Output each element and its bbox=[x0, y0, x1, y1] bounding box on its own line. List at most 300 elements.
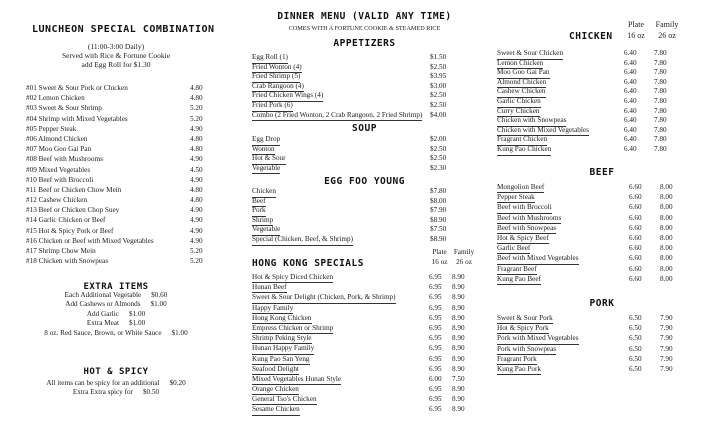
item-price: 4.80 bbox=[190, 196, 203, 205]
menu-item-row bbox=[497, 192, 707, 202]
menu-item-row bbox=[22, 329, 210, 338]
item-price: 5.20 bbox=[190, 257, 203, 266]
item-name: #04 Shrimp with Mixed Vegetables bbox=[26, 114, 128, 123]
menu-item-row bbox=[252, 197, 477, 207]
item-price: 4.90 bbox=[190, 155, 203, 164]
item-name: Kung Pao San Yeng bbox=[252, 354, 310, 365]
item-price: 4.90 bbox=[190, 216, 203, 225]
item-name: #01 Sweet & Sour Pork or Chicken bbox=[26, 84, 128, 92]
chicken-family-size: 26 oz bbox=[658, 31, 676, 40]
chicken-title: CHICKEN bbox=[569, 31, 613, 42]
item-name: Hot & Spicy Pork bbox=[497, 323, 549, 334]
item-name: #15 Hot & Spicy Pork or Beef bbox=[26, 226, 114, 235]
menu-item-row bbox=[497, 354, 707, 364]
item-name: #17 Shrimp Chow Mein bbox=[26, 247, 96, 255]
item-name: General Tso's Chicken bbox=[252, 394, 317, 405]
item-name: Beef bbox=[252, 197, 266, 208]
item-name: Sweet & Sour Pork bbox=[497, 313, 553, 324]
menu-item-row bbox=[252, 145, 477, 155]
egg-foo-young-title: EGG FOO YOUNG bbox=[324, 176, 405, 187]
item-name: Beef with Snowpeas bbox=[497, 223, 556, 234]
item-family-price: 8.90 bbox=[452, 385, 465, 394]
item-price: $8.00 bbox=[430, 196, 447, 205]
item-name: Cashew Chicken bbox=[497, 87, 546, 98]
menu-item-row bbox=[497, 97, 707, 107]
item-plate-price: 6.40 bbox=[624, 116, 637, 125]
item-name: Shrimp Peking Style bbox=[252, 333, 312, 344]
item-price: $8.90 bbox=[430, 234, 447, 243]
item-plate-price: 6.95 bbox=[429, 364, 442, 373]
item-name: Shrimp bbox=[252, 216, 273, 227]
menu-item-row bbox=[497, 87, 707, 97]
item-family-price: 7.80 bbox=[654, 87, 667, 96]
menu-item-row bbox=[252, 313, 477, 323]
menu-item-row bbox=[252, 101, 477, 111]
item-family-price: 8.90 bbox=[452, 395, 465, 404]
item-name: Fried Pork (6) bbox=[252, 101, 293, 112]
item-price: 4.50 bbox=[190, 165, 203, 174]
item-price: $3.95 bbox=[430, 72, 447, 81]
item-price: 4.80 bbox=[190, 134, 203, 143]
menu-item-row bbox=[497, 364, 707, 374]
item-plate-price: 6.60 bbox=[629, 274, 642, 283]
luncheon-title: LUNCHEON SPECIAL COMBINATION bbox=[32, 24, 215, 35]
item-name: #14 Garlic Chicken or Beef bbox=[26, 216, 106, 225]
hot-spicy-title: HOT & SPICY bbox=[83, 367, 149, 377]
item-family-price: 8.90 bbox=[452, 344, 465, 353]
item-price: $7.80 bbox=[430, 187, 447, 195]
item-plate-price: 6.40 bbox=[624, 125, 637, 134]
item-name: Fried Chicken Wings (4) bbox=[252, 91, 323, 102]
item-name: Wonton bbox=[252, 145, 275, 156]
item-name: Vegetable bbox=[252, 164, 280, 175]
item-name: Add Garlic bbox=[86, 309, 119, 318]
item-name: Fragrant Beef bbox=[497, 264, 537, 275]
item-name: All items can be spicy for an additional bbox=[46, 379, 160, 387]
item-name: #13 Beef or Chicken Chop Suey bbox=[26, 206, 120, 215]
item-price: $1.00 bbox=[171, 328, 188, 337]
item-name: Hunan Beef bbox=[252, 282, 287, 293]
item-price: $2.50 bbox=[430, 91, 447, 100]
item-family-price: 8.90 bbox=[452, 273, 465, 281]
item-name: #03 Sweet & Sour Shrimp bbox=[26, 104, 102, 113]
item-plate-price: 6.00 bbox=[429, 374, 442, 383]
item-family-price: 8.90 bbox=[452, 283, 465, 292]
item-plate-price: 6.95 bbox=[429, 273, 442, 281]
item-name: Moo Goo Gai Pan bbox=[497, 68, 550, 79]
item-family-price: 7.80 bbox=[654, 135, 667, 144]
menu-item-row bbox=[26, 134, 206, 144]
menu-item-row bbox=[497, 107, 707, 117]
item-family-price: 7.80 bbox=[654, 144, 667, 153]
hk-family-size: 26 oz bbox=[456, 258, 472, 266]
item-name: Extra Extra spicy for bbox=[72, 388, 133, 397]
item-family-price: 7.80 bbox=[654, 106, 667, 115]
item-name: Pork bbox=[252, 206, 266, 217]
item-plate-price: 6.50 bbox=[629, 354, 642, 363]
menu-item-row bbox=[497, 116, 707, 126]
item-family-price: 8.90 bbox=[452, 354, 465, 363]
item-family-price: 8.00 bbox=[660, 244, 673, 253]
item-name: Hot & Sour bbox=[252, 154, 286, 165]
menu-item-row bbox=[252, 343, 477, 353]
hong-kong-title: HONG KONG SPECIALS bbox=[252, 258, 364, 269]
beef-title: BEEF bbox=[589, 167, 615, 178]
item-plate-price: 6.60 bbox=[629, 213, 642, 222]
item-plate-price: 6.50 bbox=[629, 364, 642, 373]
menu-item-row bbox=[252, 323, 477, 333]
menu-item-row bbox=[26, 93, 206, 103]
item-family-price: 8.00 bbox=[660, 223, 673, 232]
item-price: 5.20 bbox=[190, 104, 203, 113]
menu-item-row bbox=[497, 323, 707, 333]
item-name: Kung Pao Beef bbox=[497, 274, 541, 285]
menu-item-row bbox=[252, 154, 477, 164]
item-name: #10 Beef with Broccoli bbox=[26, 175, 94, 184]
menu-item-row bbox=[22, 291, 210, 300]
item-name: Mongolion Beef bbox=[497, 182, 544, 193]
item-plate-price: 6.40 bbox=[624, 49, 637, 57]
item-family-price: 8.00 bbox=[660, 213, 673, 222]
item-family-price: 8.90 bbox=[452, 313, 465, 322]
menu-item-row bbox=[252, 135, 477, 145]
item-name: Garlic Beef bbox=[497, 243, 530, 254]
item-name: #08 Beef with Mushrooms bbox=[26, 155, 103, 164]
item-plate-price: 6.95 bbox=[429, 344, 442, 353]
item-price: $1.00 bbox=[150, 300, 167, 309]
item-name: Beef with Broccoli bbox=[497, 202, 552, 213]
menu-item-row bbox=[497, 78, 707, 88]
item-name: Extra Meat bbox=[86, 319, 119, 328]
item-price: $1.00 bbox=[128, 319, 146, 328]
item-family-price: 8.00 bbox=[660, 264, 673, 273]
item-name: Mixed Vegetables Hunan Style bbox=[252, 374, 341, 385]
menu-item-row bbox=[252, 206, 477, 216]
menu-item-row bbox=[252, 91, 477, 101]
menu-item-row bbox=[26, 236, 206, 246]
item-family-price: 8.90 bbox=[452, 303, 465, 312]
menu-item-row bbox=[497, 202, 707, 212]
item-family-price: 7.80 bbox=[654, 68, 667, 77]
item-family-price: 8.00 bbox=[660, 183, 673, 191]
item-name: Beef with Mushrooms bbox=[497, 213, 561, 224]
dinner-subtitle: COMES WITH A FORTUNE COOKIE & STEAMED RICE bbox=[288, 25, 441, 32]
soup-title: SOUP bbox=[352, 123, 377, 134]
menu-item-row bbox=[252, 292, 477, 302]
menu-item-row bbox=[497, 145, 707, 155]
menu-item-row bbox=[252, 82, 477, 92]
item-family-price: 7.90 bbox=[660, 354, 673, 363]
menu-item-row bbox=[497, 264, 707, 274]
item-family-price: 7.80 bbox=[654, 77, 667, 86]
item-name: Pepper Steak bbox=[497, 192, 535, 203]
item-price: 4.90 bbox=[190, 124, 203, 133]
item-name: Sweet & Sour Delight (Chicken, Pork, & Shrimp) bbox=[252, 292, 396, 303]
item-plate-price: 6.60 bbox=[629, 244, 642, 253]
menu-item-row bbox=[252, 216, 477, 226]
item-plate-price: 6.60 bbox=[629, 183, 642, 191]
menu-item-row bbox=[497, 253, 707, 263]
item-price: $2.50 bbox=[430, 154, 447, 163]
item-name: #02 Lemon Chicken bbox=[26, 94, 85, 103]
chicken-plate-header: Plate bbox=[628, 20, 644, 29]
item-name: #09 Mixed Vegetables bbox=[26, 165, 91, 174]
menu-item-row bbox=[22, 379, 210, 388]
item-price: 5.20 bbox=[190, 114, 203, 123]
item-plate-price: 6.95 bbox=[429, 334, 442, 343]
appetizers-title: APPETIZERS bbox=[333, 38, 396, 49]
menu-item-row bbox=[252, 394, 477, 404]
menu-item-row bbox=[26, 215, 206, 225]
menu-item-row bbox=[252, 187, 477, 197]
menu-item-row bbox=[497, 59, 707, 69]
item-price: $2.00 bbox=[430, 135, 447, 143]
item-family-price: 7.80 bbox=[654, 49, 667, 57]
menu-item-row bbox=[26, 226, 206, 236]
item-plate-price: 6.50 bbox=[629, 314, 642, 322]
item-plate-price: 6.60 bbox=[629, 264, 642, 273]
item-name: #11 Beef or Chicken Chow Mein bbox=[26, 185, 122, 194]
menu-item-row bbox=[26, 246, 206, 256]
item-plate-price: 6.60 bbox=[629, 223, 642, 232]
item-family-price: 7.90 bbox=[660, 314, 673, 322]
menu-item-row bbox=[252, 111, 477, 121]
item-family-price: 7.80 bbox=[654, 58, 667, 67]
hk-plate-size: 16 oz bbox=[431, 258, 448, 266]
luncheon-hours: (11:00-3:00 Daily) bbox=[87, 42, 145, 51]
item-name: Egg Roll (1) bbox=[252, 53, 288, 64]
item-name: Beef with Mixed Vegetables bbox=[497, 253, 579, 264]
menu-item-row bbox=[252, 354, 477, 364]
menu-item-row bbox=[26, 114, 206, 124]
item-plate-price: 6.40 bbox=[624, 68, 637, 77]
menu-item-row bbox=[252, 333, 477, 343]
item-plate-price: 6.95 bbox=[429, 395, 442, 404]
item-price: 4.80 bbox=[190, 84, 203, 92]
item-price: $0.60 bbox=[151, 291, 168, 299]
item-plate-price: 6.40 bbox=[624, 144, 637, 153]
item-family-price: 8.90 bbox=[452, 293, 465, 302]
item-name: Happy Family bbox=[252, 303, 293, 314]
item-plate-price: 6.40 bbox=[624, 106, 637, 115]
item-name: Hunan Happy Family bbox=[252, 343, 314, 354]
item-price: $4.00 bbox=[430, 110, 447, 119]
item-name: #18 Chicken with Snowpeas bbox=[26, 257, 109, 266]
item-family-price: 7.80 bbox=[654, 125, 667, 134]
item-name: Fried Shrimp (5) bbox=[252, 72, 300, 83]
item-plate-price: 6.95 bbox=[429, 385, 442, 394]
item-price: $1.00 bbox=[128, 309, 146, 318]
menu-item-row bbox=[252, 72, 477, 82]
pork-list bbox=[497, 313, 707, 374]
item-family-price: 7.90 bbox=[660, 364, 673, 373]
item-name: Kung Pao Chicken bbox=[497, 145, 551, 156]
menu-item-row bbox=[252, 364, 477, 374]
item-price: $2.30 bbox=[430, 163, 447, 172]
item-name: Fried Wonton (4) bbox=[252, 63, 302, 74]
item-name: Chicken with Snowpeas bbox=[497, 116, 566, 127]
menu-item-row bbox=[26, 154, 206, 164]
menu-item-row bbox=[497, 135, 707, 145]
item-name: Special (Chicken, Beef, & Shrimp) bbox=[252, 235, 353, 246]
item-name: Almond Chicken bbox=[497, 78, 546, 89]
hot-spicy-list bbox=[22, 379, 210, 398]
egg-foo-young-list bbox=[252, 187, 477, 245]
item-family-price: 8.90 bbox=[452, 405, 465, 414]
menu-item-row bbox=[252, 164, 477, 174]
item-name: Sesame Chicken bbox=[252, 404, 300, 415]
luncheon-info bbox=[22, 42, 210, 69]
item-plate-price: 6.50 bbox=[629, 344, 642, 353]
item-plate-price: 6.95 bbox=[429, 405, 442, 414]
extra-items-list bbox=[22, 291, 210, 338]
soup-list bbox=[252, 135, 477, 173]
menu-item-row bbox=[26, 185, 206, 195]
beef-list bbox=[497, 182, 707, 284]
item-family-price: 8.00 bbox=[660, 203, 673, 212]
item-price: $7.50 bbox=[430, 225, 447, 234]
item-family-price: 8.00 bbox=[660, 193, 673, 202]
menu-item-row bbox=[22, 300, 210, 309]
item-family-price: 7.90 bbox=[660, 344, 673, 353]
item-name: Vegetable bbox=[252, 225, 280, 236]
luncheon-egg-roll: add Egg Roll for $1.30 bbox=[81, 60, 151, 69]
item-plate-price: 6.50 bbox=[629, 334, 642, 343]
item-name: #16 Chicken or Beef with Mixed Vegetables bbox=[26, 236, 154, 245]
hk-plate-header: Plate bbox=[432, 248, 447, 256]
item-price: $8.90 bbox=[430, 215, 447, 224]
item-name: Orange Chicken bbox=[252, 384, 299, 395]
item-plate-price: 6.95 bbox=[429, 293, 442, 302]
appetizers-list bbox=[252, 53, 477, 120]
item-plate-price: 6.60 bbox=[629, 233, 642, 242]
item-name: #07 Moo Goo Gai Pan bbox=[26, 145, 92, 154]
item-price: $2.50 bbox=[430, 100, 447, 109]
menu-item-row bbox=[252, 384, 477, 394]
item-name: Curry Chicken bbox=[497, 107, 540, 118]
item-name: Hot & Spicy Diced Chicken bbox=[252, 272, 333, 283]
item-plate-price: 6.60 bbox=[629, 203, 642, 212]
item-family-price: 8.90 bbox=[452, 334, 465, 343]
menu-item-row bbox=[252, 374, 477, 384]
item-name: Pork with Mixed Vegetables bbox=[497, 333, 579, 344]
item-name: Chicken bbox=[252, 187, 276, 198]
menu-item-row bbox=[252, 63, 477, 73]
menu-item-row bbox=[26, 144, 206, 154]
item-family-price: 7.80 bbox=[654, 96, 667, 105]
menu-item-row bbox=[22, 310, 210, 319]
menu-item-row bbox=[497, 223, 707, 233]
item-name: Garlic Chicken bbox=[497, 97, 541, 108]
menu-item-row bbox=[497, 333, 707, 343]
pork-title: PORK bbox=[589, 298, 615, 309]
item-price: 4.80 bbox=[190, 94, 203, 103]
item-name: 8 oz. Red Sauce, Brown, or White Sauce bbox=[44, 328, 162, 337]
item-price: 4.90 bbox=[190, 236, 203, 245]
menu-item-row bbox=[252, 235, 477, 245]
item-price: $7.90 bbox=[430, 206, 447, 215]
item-name: Fragrant Chicken bbox=[497, 135, 547, 146]
item-price: $1.50 bbox=[430, 53, 447, 61]
item-name: Sweet & Sour Chicken bbox=[497, 49, 563, 60]
hong-kong-list bbox=[252, 272, 477, 415]
menu-item-row bbox=[22, 388, 210, 397]
item-name: Hot & Spicy Beef bbox=[497, 233, 549, 244]
menu-item-row bbox=[497, 182, 707, 192]
item-name: #12 Cashew Chicken bbox=[26, 196, 88, 205]
menu-item-row bbox=[497, 313, 707, 323]
item-name: Empress Chicken or Shrimp bbox=[252, 323, 333, 334]
item-plate-price: 6.95 bbox=[429, 313, 442, 322]
item-family-price: 8.00 bbox=[660, 233, 673, 242]
item-name: Combo (2 Fried Wonton, 2 Crab Rangoon, 2 Fried Shrimp) bbox=[252, 111, 422, 122]
item-name: Each Additional Vegetable bbox=[64, 291, 142, 299]
item-price: $3.00 bbox=[430, 81, 447, 90]
item-plate-price: 6.95 bbox=[429, 323, 442, 332]
item-plate-price: 6.40 bbox=[624, 135, 637, 144]
menu-item-row bbox=[26, 103, 206, 113]
item-name: Hong Kong Chicken bbox=[252, 313, 312, 324]
item-family-price: 7.90 bbox=[660, 324, 673, 333]
item-price: 4.80 bbox=[190, 185, 203, 194]
item-name: Add Cashews or Almonds bbox=[65, 300, 141, 309]
item-plate-price: 6.40 bbox=[624, 87, 637, 96]
menu-item-row bbox=[26, 195, 206, 205]
item-price: $0.20 bbox=[169, 379, 186, 387]
menu-item-row bbox=[252, 282, 477, 292]
menu-item-row bbox=[497, 126, 707, 136]
item-name: Egg Drop bbox=[252, 135, 280, 146]
item-name: Pork with Snowpeas bbox=[497, 344, 556, 355]
hk-family-header: Family bbox=[453, 248, 475, 256]
item-price: $2.50 bbox=[430, 62, 447, 71]
chicken-family-header: Family bbox=[655, 20, 679, 29]
menu-item-row bbox=[252, 404, 477, 414]
menu-item-row bbox=[497, 274, 707, 284]
luncheon-list bbox=[26, 83, 206, 266]
item-name: Lemon Chicken bbox=[497, 59, 543, 70]
item-price: 4.90 bbox=[190, 206, 203, 215]
item-family-price: 8.00 bbox=[660, 254, 673, 263]
menu-item-row bbox=[26, 165, 206, 175]
menu-item-row bbox=[22, 319, 210, 328]
item-name: Chicken with Mixed Vegetables bbox=[497, 126, 589, 137]
extra-items-title: EXTRA ITEMS bbox=[83, 282, 149, 292]
menu-item-row bbox=[252, 272, 477, 282]
luncheon-served-with: Served with Rice & Fortune Cookie bbox=[61, 51, 171, 60]
item-name: Seafood Delight bbox=[252, 364, 299, 375]
item-plate-price: 6.60 bbox=[629, 254, 642, 263]
menu-item-row bbox=[252, 225, 477, 235]
menu-item-row bbox=[26, 83, 206, 93]
menu-item-row bbox=[497, 49, 707, 59]
item-plate-price: 6.95 bbox=[429, 354, 442, 363]
menu-item-row bbox=[26, 175, 206, 185]
item-name: #06 Almond Chicken bbox=[26, 134, 88, 143]
menu-item-row bbox=[26, 205, 206, 215]
item-name: #05 Pepper Steak bbox=[26, 124, 77, 133]
menu-item-row bbox=[497, 213, 707, 223]
item-price: 5.20 bbox=[190, 247, 203, 255]
item-plate-price: 6.40 bbox=[624, 77, 637, 86]
menu-item-row bbox=[26, 124, 206, 134]
item-plate-price: 6.50 bbox=[629, 324, 642, 333]
item-plate-price: 6.95 bbox=[429, 303, 442, 312]
menu-item-row bbox=[26, 256, 206, 266]
item-family-price: 7.50 bbox=[452, 374, 465, 383]
item-family-price: 7.90 bbox=[660, 334, 673, 343]
menu-item-row bbox=[497, 243, 707, 253]
